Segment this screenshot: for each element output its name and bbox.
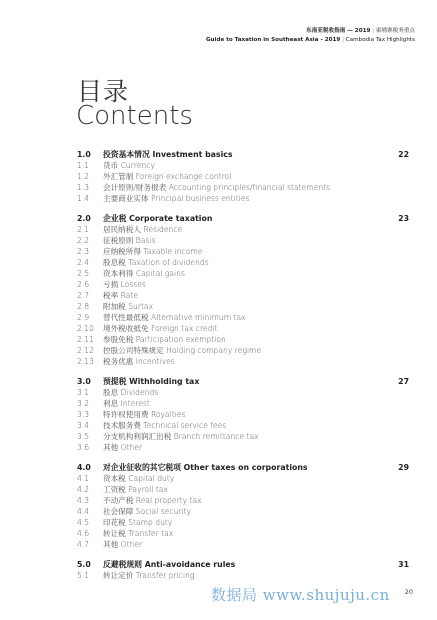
- page-number: 20: [404, 588, 413, 596]
- toc-entry-title: 参股免税 Participation exemption: [103, 335, 226, 344]
- toc-section-page: 29: [398, 463, 409, 472]
- toc-entry-number: 5.1: [77, 571, 90, 580]
- toc-entry[interactable]: [77, 539, 409, 550]
- toc-entry-title: 分支机构利润汇出税 Branch remittance tax: [103, 432, 259, 441]
- toc-entry[interactable]: [77, 334, 409, 345]
- page-title-en: Contents: [76, 101, 193, 131]
- toc-entry-title: 转让税 Transfer tax: [103, 529, 174, 538]
- toc-entry[interactable]: [77, 420, 409, 431]
- toc-section-number: 1.0: [77, 150, 91, 159]
- toc-entry-title: 股息税 Taxation of dividends: [103, 258, 209, 267]
- toc-entry-number: 2.6: [77, 280, 90, 289]
- toc-entry[interactable]: [77, 484, 409, 495]
- toc-entry-number: 2.5: [77, 269, 90, 278]
- toc-entry[interactable]: [77, 323, 409, 334]
- toc-entry-title: 技术服务费 Technical service fees: [103, 421, 227, 430]
- toc-section-number: 2.0: [77, 214, 91, 223]
- toc-entry-title: 股息 Dividends: [103, 388, 159, 397]
- toc-section-heading[interactable]: [77, 213, 409, 224]
- toc-section-heading[interactable]: [77, 559, 409, 570]
- toc-entry-title: 附加税 Surtax: [103, 302, 154, 311]
- toc-entry-number: 3.1: [77, 388, 90, 397]
- toc-entry[interactable]: [77, 193, 409, 204]
- toc-section: [77, 462, 409, 550]
- toc-entry-title: 税务优惠 Incentives: [103, 357, 175, 366]
- toc-entry-title: 货币 Currency: [103, 161, 155, 170]
- toc-entry[interactable]: [77, 517, 409, 528]
- toc-entry-title: 亏损 Losses: [103, 280, 146, 289]
- toc-section-title: 投资基本情况 Investment basics: [103, 150, 233, 159]
- toc-section-number: 4.0: [77, 463, 91, 472]
- header-line-1: 东南亚税收指南 — 2019 | 柬埔寨税务重点: [306, 28, 415, 34]
- toc-entry-number: 4.6: [77, 529, 90, 538]
- toc-entry[interactable]: [77, 506, 409, 517]
- toc-section-heading[interactable]: [77, 462, 409, 473]
- toc-entry-title: 其他 Other: [103, 540, 143, 549]
- toc-entry-title: 居民纳税人 Residence: [103, 225, 183, 234]
- toc-entry-title: 征税原则 Basis: [103, 236, 156, 245]
- toc-entry[interactable]: [77, 431, 409, 442]
- watermark: 数据局 www.shujuju.cn: [211, 586, 390, 604]
- toc-entry[interactable]: [77, 473, 409, 484]
- toc-entry-title: 特许权使用费 Royalties: [103, 410, 186, 419]
- toc-section-page: 31: [398, 560, 409, 569]
- toc-entry-number: 4.4: [77, 507, 90, 516]
- toc-entry-number: 4.7: [77, 540, 90, 549]
- toc-entry[interactable]: [77, 442, 409, 453]
- toc-entry[interactable]: [77, 409, 409, 420]
- toc-entry-title: 境外税收抵免 Foreign tax credit: [103, 324, 218, 333]
- toc-entry-title: 应纳税所得 Taxable income: [103, 247, 203, 256]
- toc-entry[interactable]: [77, 268, 409, 279]
- toc-entry[interactable]: [77, 312, 409, 323]
- toc-entry-number: 4.3: [77, 496, 90, 505]
- toc-entry-number: 1.4: [77, 194, 90, 203]
- toc-section-heading[interactable]: [77, 376, 409, 387]
- toc-entry-number: 3.5: [77, 432, 90, 441]
- toc-entry-title: 转让定价 Transfer pricing: [103, 571, 195, 580]
- toc-entry-number: 3.6: [77, 443, 90, 452]
- toc-entry[interactable]: [77, 356, 409, 367]
- header-year: 2019: [354, 28, 371, 34]
- toc-entry[interactable]: [77, 235, 409, 246]
- table-of-contents: [77, 149, 409, 590]
- toc-entry-number: 2.12: [77, 346, 94, 355]
- toc-entry-title: 控股公司特殊规定 Holding company regime: [103, 346, 262, 355]
- toc-entry-title: 外汇管制 Foreign exchange control: [103, 172, 232, 181]
- toc-entry-number: 2.7: [77, 291, 90, 300]
- toc-entry[interactable]: [77, 246, 409, 257]
- toc-entry-title: 社会保障 Social security: [103, 507, 192, 516]
- toc-entry[interactable]: [77, 301, 409, 312]
- toc-section-page: 22: [398, 150, 409, 159]
- toc-entry[interactable]: [77, 171, 409, 182]
- toc-entry-title: 不动产税 Real property tax: [103, 496, 202, 505]
- toc-entry-title: 工资税 Payroll tax: [103, 485, 168, 494]
- toc-entry[interactable]: [77, 160, 409, 171]
- toc-section: [77, 559, 409, 581]
- toc-entry-number: 2.11: [77, 335, 94, 344]
- toc-entry[interactable]: [77, 570, 409, 581]
- toc-section-page: 27: [398, 377, 409, 386]
- toc-section: [77, 376, 409, 453]
- toc-entry-title: 税率 Rate: [103, 291, 139, 300]
- toc-entry[interactable]: [77, 224, 409, 235]
- toc-entry-number: 4.1: [77, 474, 90, 483]
- toc-entry-title: 资本税 Capital duty: [103, 474, 175, 483]
- toc-section-page: 23: [398, 214, 409, 223]
- toc-entry-title: 主要商业实体 Principal business entities: [103, 194, 250, 203]
- toc-entry-number: 1.1: [77, 161, 90, 170]
- toc-entry-title: 利息 Interest: [103, 399, 150, 408]
- toc-entry[interactable]: [77, 279, 409, 290]
- toc-section: [77, 149, 409, 204]
- toc-entry-number: 2.13: [77, 357, 94, 366]
- header-country-en: Cambodia Tax Highlights: [345, 37, 415, 43]
- toc-entry[interactable]: [77, 345, 409, 356]
- page-title-cn: 目录: [77, 77, 130, 106]
- header-country-cn: 柬埔寨税务重点: [375, 28, 415, 34]
- toc-entry-number: 3.3: [77, 410, 90, 419]
- toc-entry-title: 资本利得 Capital gains: [103, 269, 185, 278]
- toc-section-number: 5.0: [77, 560, 91, 569]
- header-line-2: Guide to Taxation in Southeast Asia - 2019 | Cambodia Tax Highlights: [205, 37, 415, 43]
- toc-entry-title: 印花税 Stamp duty: [103, 518, 173, 527]
- toc-entry-number: 2.1: [77, 225, 90, 234]
- toc-section-title: 对企业征收的其它税项 Other taxes on corporations: [103, 463, 308, 472]
- toc-entry[interactable]: [77, 495, 409, 506]
- toc-entry-number: 2.3: [77, 247, 90, 256]
- toc-section-title: 反避税规则 Anti-avoidance rules: [103, 560, 236, 569]
- toc-entry-number: 1.3: [77, 183, 90, 192]
- toc-entry[interactable]: [77, 290, 409, 301]
- toc-entry[interactable]: [77, 387, 409, 398]
- toc-section: [77, 213, 409, 367]
- toc-entry-number: 2.9: [77, 313, 90, 322]
- toc-entry-title: 会计原则/财务报表 Accounting principles/financial statements: [103, 183, 331, 192]
- toc-entry-number: 2.2: [77, 236, 90, 245]
- toc-entry-number: 3.4: [77, 421, 90, 430]
- toc-entry-number: 2.8: [77, 302, 90, 311]
- toc-entry-number: 2.10: [77, 324, 94, 333]
- toc-section-heading[interactable]: [77, 149, 409, 160]
- toc-entry-number: 3.2: [77, 399, 90, 408]
- toc-entry[interactable]: [77, 257, 409, 268]
- toc-entry[interactable]: [77, 182, 409, 193]
- toc-entry-number: 4.2: [77, 485, 90, 494]
- toc-entry-title: 替代性最低税 Alternative minimum tax: [103, 313, 246, 322]
- toc-section-title: 预提税 Withholding tax: [103, 377, 200, 386]
- toc-section-number: 3.0: [77, 377, 91, 386]
- running-header: [206, 27, 415, 45]
- toc-entry-number: 1.2: [77, 172, 90, 181]
- toc-entry[interactable]: [77, 398, 409, 409]
- toc-entry[interactable]: [77, 528, 409, 539]
- header-guide-cn: 东南亚税收指南: [306, 28, 346, 34]
- toc-entry-number: 2.4: [77, 258, 90, 267]
- toc-entry-number: 4.5: [77, 518, 90, 527]
- toc-entry-title: 其他 Other: [103, 443, 143, 452]
- toc-section-title: 企业税 Corporate taxation: [103, 214, 213, 223]
- header-guide-en: Guide to Taxation in Southeast Asia - 2019: [205, 37, 341, 43]
